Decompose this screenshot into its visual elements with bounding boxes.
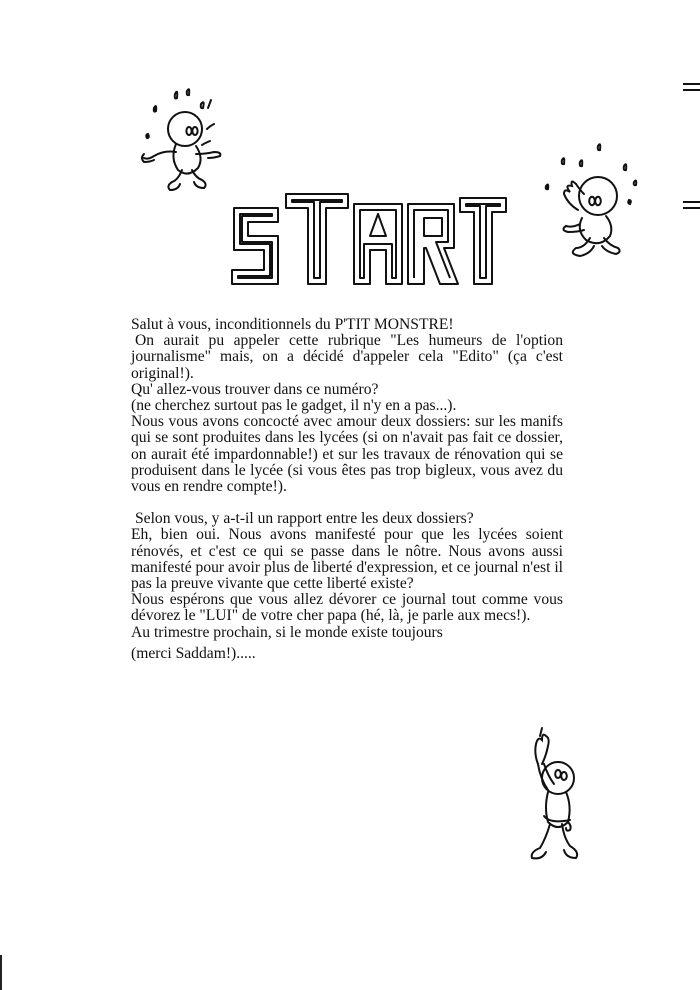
editorial-paragraph: Au trimestre prochain, si le monde existe toujours xyxy=(131,623,443,641)
editorial-paragraph: Salut à vous, inconditionnels du P'TIT MONSTRE! xyxy=(131,316,454,333)
monster-mascot-waving-icon xyxy=(538,140,648,264)
edge-equals-mark-top xyxy=(683,80,700,94)
editorial-paragraph: Nous espérons que vous allez dévorer ce journal tout comme vous dévorez le "LUI" de votre cher papa (hé, là, je parle aux mecs!). xyxy=(131,591,563,625)
editorial-paragraph: Selon vous, y a-t-il un rapport entre les deux dossiers? xyxy=(135,510,474,528)
editorial-paragraph: On aurait pu appeler cette rubrique "Les humeurs de l'option journalisme" mais, on a décidé d'appeler cela "Edito" (ça c'est original!). xyxy=(131,332,563,382)
editorial-paragraph: Nous vous avons concocté avec amour deux dossiers: sur les manifs qui se sont produites dans les lycées (si on n'avait pas fait ce dossier, on aurait été impardonnable!) et sur les travaux de rénovation qui se produisent dans le lycée (si vous êtes pas trop bigleux, vous avez du vous en rendre compte!). xyxy=(131,413,563,496)
editorial-text xyxy=(131,317,563,662)
editorial-paragraph: (ne cherchez surtout pas le gadget, il n'y en a pas...). xyxy=(131,397,457,415)
monster-mascot-pointing-up-icon xyxy=(516,724,584,876)
edge-equals-mark-middle xyxy=(683,198,700,212)
editorial-paragraph: Eh, bien oui. Nous avons manifesté pour que les lycées soient rénovés, et c'est ce qui se passe dans le nôtre. Nous avons aussi manifesté pour avoir plus de liberté d'expression, et ce journal n'est il pas la preuve vivante que cette liberté existe? xyxy=(131,526,563,593)
editorial-paragraph: Qu' allez-vous trouver dans ce numéro? xyxy=(131,380,379,398)
left-margin-rule xyxy=(0,955,2,990)
start-title xyxy=(228,188,510,290)
editorial-signoff: (merci Saddam!)..... xyxy=(131,644,256,662)
monster-mascot-sweating-icon xyxy=(128,86,228,204)
